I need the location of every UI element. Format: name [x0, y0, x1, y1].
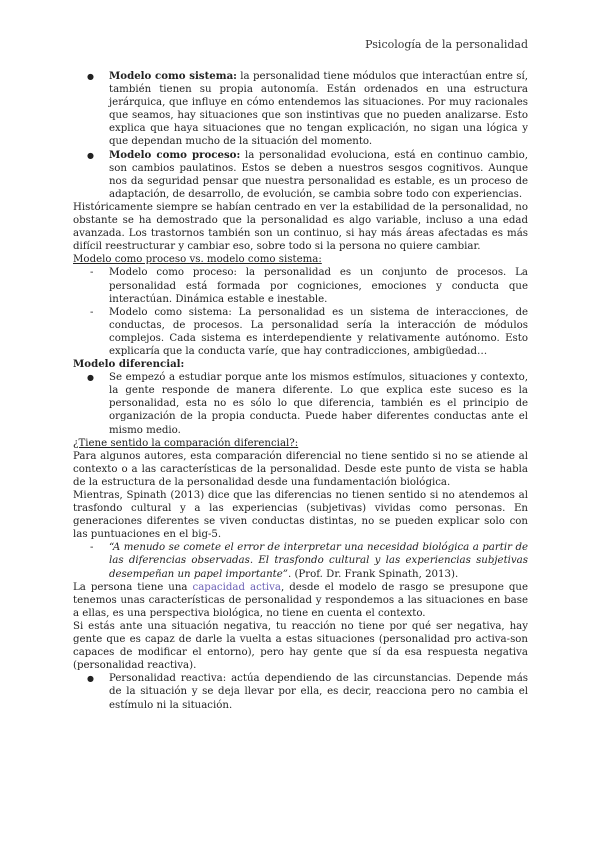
diferencial-bullet-list — [73, 371, 528, 436]
quote-citation: . (Prof. Dr. Frank Spinath, 2013). — [287, 568, 459, 580]
capacidad-pre: La persona tiene una — [73, 581, 193, 593]
paragraph-situacion-negativa: Si estás ante una situación negativa, tu reacción no tiene por qué ser negativa, hay gente que es capaz de darle la vuelta a estas situaciones (personalidad pro activa-son capaces de modificar el entorno), pero hay gente que sí da esa respuesta negativa (personalidad reactiva). — [73, 620, 528, 672]
list-item-personalidad-reactiva: ● Personalidad reactiva: actúa dependiendo de las circunstancias. Depende más de la situación y se deja llevar por ella, es decir, reacciona pero no cambia el estímulo ni la situación. — [73, 672, 528, 711]
list-item-modelo-sistema — [73, 70, 528, 149]
paragraph-spinath: Mientras, Spinath (2013) dice que las diferencias no tienen sentido si no atendemos al trasfondo cultural y a las experiencias (subjetivas) vividas como personas. En generaciones diferentes se viven conductas distintas, no se pueden explicar solo con las puntuaciones en el big-5. — [73, 490, 528, 541]
heading-modelo-diferencial-text: Modelo diferencial: — [73, 358, 185, 371]
paragraph-algunos-autores: Para algunos autores, esta comparación diferencial no tiene sentido si no se atiende al contexto o a las características de la personalidad. Desde este punto de vista se habla de la estructura de la personalidad desde una fundamentación biológica. — [73, 450, 528, 488]
paragraph-historicamente: Históricamente siempre se habían centrado en ver la estabilidad de la personalidad, no obstante se ha demostrado que la personalidad es algo variable, incluso a una edad avanzada. Los trastornos también son un continuo, si hay más áreas afectadas es más difícil reestructurar y cambiar eso, sobre todo si la persona no quiere cambiar. — [73, 201, 528, 253]
capacidad-activa-link[interactable]: capacidad activa — [192, 581, 281, 593]
heading-comparacion: ¿Tiene sentido la comparación diferencial?: — [73, 437, 299, 449]
term-modelo-sistema: Modelo como sistema: — [109, 70, 237, 82]
list-item-proceso-def: - Modelo como proceso: la personalidad es un conjunto de procesos. La personalidad está formada por cogniciones, emociones y conducta que interactúan. Dinámica estable e inestable. — [73, 266, 528, 305]
document-body — [73, 70, 528, 712]
quote-list — [73, 541, 528, 580]
text-modelo-proceso: la personalidad evoluciona, está en continuo cambio, son cambios paulatinos. Estos se deben a nuestros sesgos cognitivos. Aunque nos da seguridad pensar que nuestra personalidad es estable, es un proceso de adaptación, de desarrollo, de evolución, se cambia sobre todo con experiencias. — [109, 149, 528, 200]
paragraph-capacidad-activa — [73, 581, 528, 620]
capacidad-post: , desde el modelo de rasgo se presupone que tenemos unas características de personalidad y respondemos a las situaciones en base a ellas, es una perspectiva biológica, no tiene en cuenta el contexto. — [73, 581, 528, 619]
list-item-sistema-def: - Modelo como sistema: La personalidad es un sistema de interacciones, de conductas, de procesos. La personalidad sería la interacción de módulos complejos. Cada sistema es interdependiente y relativamente autónomo. Esto explicaría que la conducta varíe, que hay contradicciones, ambigüedad… — [73, 306, 528, 358]
term-modelo-proceso: Modelo como proceso: — [109, 148, 241, 161]
reactiva-bullet-list — [73, 672, 528, 711]
quote-spinath — [73, 541, 528, 580]
dash-list-modelos — [73, 266, 528, 358]
model-bullet-list — [73, 70, 528, 201]
page-header-title: Psicología de la personalidad — [365, 38, 528, 51]
heading-proceso-vs-sistema: Modelo como proceso vs. modelo como sistema: — [73, 254, 322, 266]
list-item-modelo-proceso — [73, 149, 528, 201]
quote-text: “A menudo se comete el error de interpretar una necesidad biológica a partir de las diferencias observadas. El trasfondo cultural y las experiencias subjetivas desempeñan un papel importante” — [109, 542, 528, 580]
list-item-diferencial: ● Se empezó a estudiar porque ante los mismos estímulos, situaciones y contexto, la gente responde de manera diferente. Lo que explica este suceso es la personalidad, esta no es sólo lo que diferencia, también es el principio de organización de la propia conducta. Puede haber diferentes conductas ante el mismo medio. — [73, 371, 528, 436]
heading-modelo-diferencial — [73, 358, 528, 371]
text-modelo-sistema: la personalidad tiene módulos que interactúan entre sí, también tienen su propia autonomía. Están ordenados en una estructura jerárquica, que influye en cómo entendemos las situaciones. Por muy racionales que seamos, hay situaciones que son instintivas que no pueden analizarse. Esto explica que haya situaciones que no tengan explicación, no sigan una lógica y que dependan mucho de la situación del momento. — [109, 71, 528, 148]
